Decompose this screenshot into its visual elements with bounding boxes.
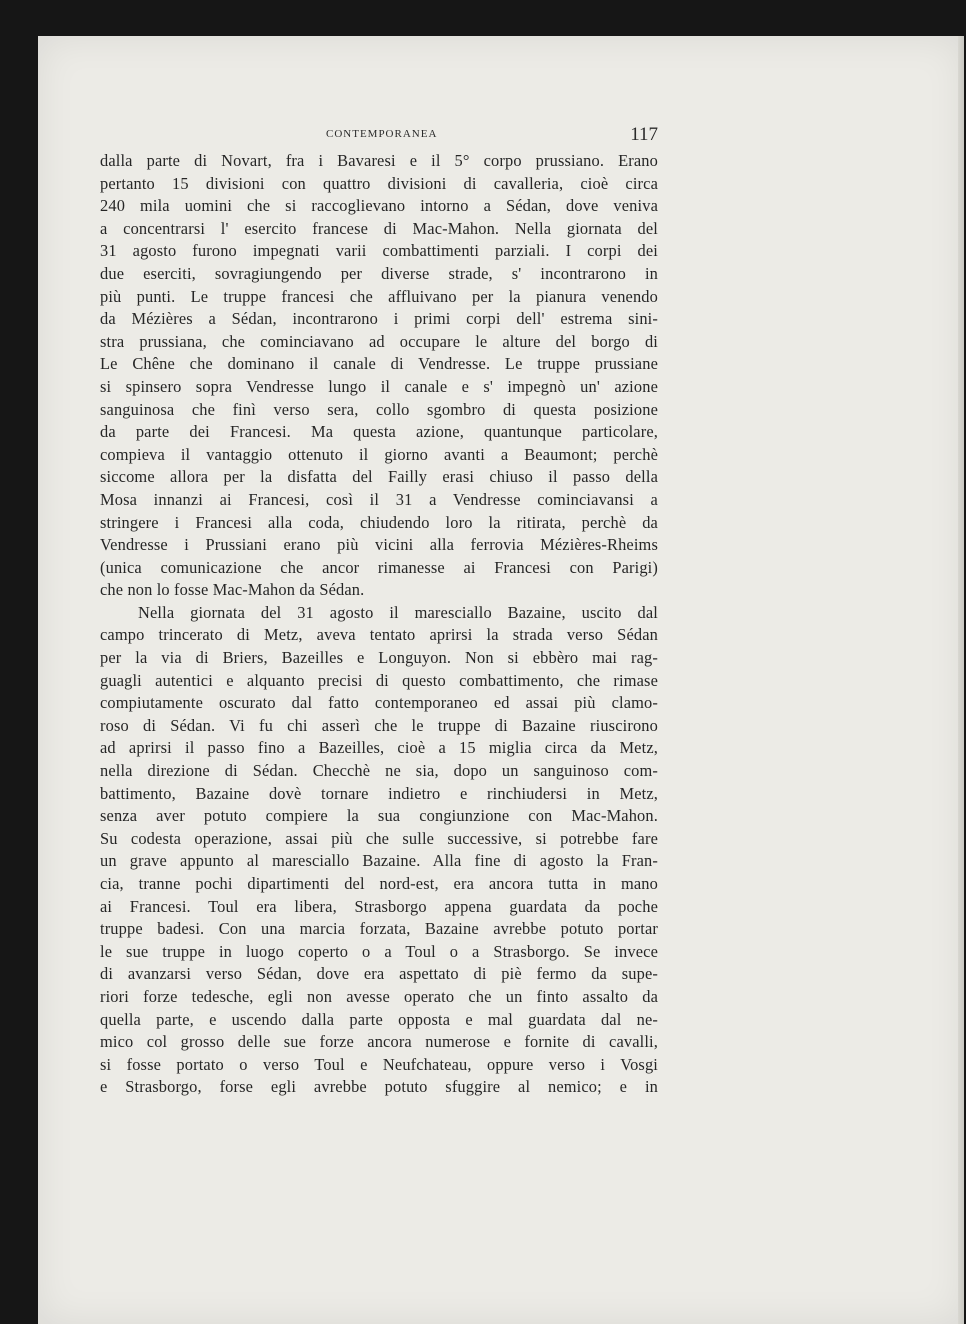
- text-line: dalla parte di Novart, fra i Bavaresi e il 5° corpo prussiano. Erano: [100, 151, 658, 170]
- text-line: stra prussiana, che cominciavano ad occupare le alture del borgo di: [100, 331, 658, 351]
- text-line: da parte dei Francesi. Ma questa azione, quantunque particolare,: [100, 422, 658, 442]
- text-line: si spinsero sopra Vendresse lungo il canale e s' impegnò un' azione: [100, 376, 658, 396]
- text-line: per la via di Briers, Bazeilles e Longuyon. Non si ebbèro mai rag-: [100, 648, 658, 668]
- text-line: compieva il vantaggio ottenuto il giorno avanti a Beaumont; perchè: [100, 444, 658, 464]
- paragraph-2: [100, 602, 658, 1099]
- text-line: quella parte, e uscendo dalla parte opposta e mal guardata dal ne-: [100, 1009, 658, 1029]
- running-head: [98, 124, 658, 148]
- text-line: due eserciti, sovragiungendo per diverse strade, s' incontrarono in: [100, 263, 658, 283]
- page-edge: [958, 36, 964, 1324]
- text-line: le sue truppe in luogo coperto o a Toul o a Strasborgo. Se invece: [100, 941, 658, 961]
- text-line: si fosse portato o verso Toul e Neufchateau, oppure verso i Vosgi: [100, 1054, 658, 1074]
- text-line: pertanto 15 divisioni con quattro divisioni di cavalleria, cioè circa: [100, 173, 658, 193]
- text-line: (unica comunicazione che ancor rimanesse ai Francesi con Parigi): [100, 557, 658, 577]
- text-line: Vendresse i Prussiani erano più vicini alla ferrovia Mézières-Rheims: [100, 535, 658, 555]
- text-line: truppe badesi. Con una marcia forzata, Bazaine avrebbe potuto portar: [100, 919, 658, 939]
- paragraph-1: [100, 150, 658, 602]
- text-line: roso di Sédan. Vi fu chi asserì che le truppe di Bazaine riuscirono: [100, 715, 658, 735]
- text-line: senza aver potuto compiere la sua congiunzione con Mac-Mahon.: [100, 806, 658, 826]
- text-line: più punti. Le truppe francesi che affluivano per la pianura venendo: [100, 286, 658, 306]
- text-line: sanguinosa che finì verso sera, collo sgombro di questa posizione: [100, 399, 658, 419]
- text-line: nella direzione di Sédan. Checchè ne sia, dopo un sanguinoso com-: [100, 761, 658, 781]
- text-line: di avanzarsi verso Sédan, dove era aspettato di piè fermo da supe-: [100, 964, 658, 984]
- text-line: stringere i Francesi alla coda, chiudendo loro la ritirata, perchè da: [100, 512, 658, 532]
- text-line: e Strasborgo, forse egli avrebbe potuto sfuggire al nemico; e in: [100, 1077, 658, 1097]
- text-line: Su codesta operazione, assai più che sulle successive, si potrebbe fare: [100, 828, 658, 848]
- text-line: Nella giornata del 31 agosto il maresciallo Bazaine, uscito dal: [138, 602, 658, 622]
- text-line: a concentrarsi l' esercito francese di Mac-Mahon. Nella giornata del: [100, 218, 658, 238]
- body-text: [100, 150, 658, 1099]
- text-line: guagli autentici e alquanto precisi di questo combattimento, che rimase: [100, 670, 658, 690]
- text-line: 240 mila uomini che si raccoglievano intorno a Sédan, dove veniva: [100, 196, 658, 216]
- text-line: compiutamente oscurato dal fatto contemporaneo ed assai più clamo-: [100, 693, 658, 713]
- text-line: Mosa innanzi ai Francesi, così il 31 a Vendresse cominciavansi a: [100, 489, 658, 509]
- text-line: da Mézières a Sédan, incontrarono i primi corpi dell' estrema sini-: [100, 309, 658, 329]
- text-line: siccome allora per la disfatta del Failly erasi chiuso il passo della: [100, 467, 658, 487]
- text-line: 31 agosto furono impegnati varii combattimenti parziali. I corpi dei: [100, 241, 658, 261]
- text-line: battimento, Bazaine dovè tornare indietro e rinchiudersi in Metz,: [100, 783, 658, 803]
- page-number: 117: [630, 124, 658, 145]
- text-line: ai Francesi. Toul era libera, Strasborgo appena guardata da poche: [100, 896, 658, 916]
- running-title: CONTEMPORANEA: [326, 128, 438, 140]
- text-line: riori forze tedesche, egli non avesse operato che un finto assalto da: [100, 986, 658, 1006]
- text-line: mico col grosso delle sue forze ancora numerose e fornite di cavalli,: [100, 1032, 658, 1052]
- text-line: un grave appunto al maresciallo Bazaine. Alla fine di agosto la Fran-: [100, 851, 658, 871]
- text-line: Le Chêne che dominano il canale di Vendresse. Le truppe prussiane: [100, 354, 658, 374]
- text-line: campo trincerato di Metz, aveva tentato aprirsi la strada verso Sédan: [100, 625, 658, 645]
- text-line: ad aprirsi il passo fino a Bazeilles, cioè a 15 miglia circa da Metz,: [100, 738, 658, 758]
- text-line: che non lo fosse Mac-Mahon da Sédan.: [100, 580, 365, 600]
- text-line: cia, tranne pochi dipartimenti del nord-est, era ancora tutta in mano: [100, 874, 658, 893]
